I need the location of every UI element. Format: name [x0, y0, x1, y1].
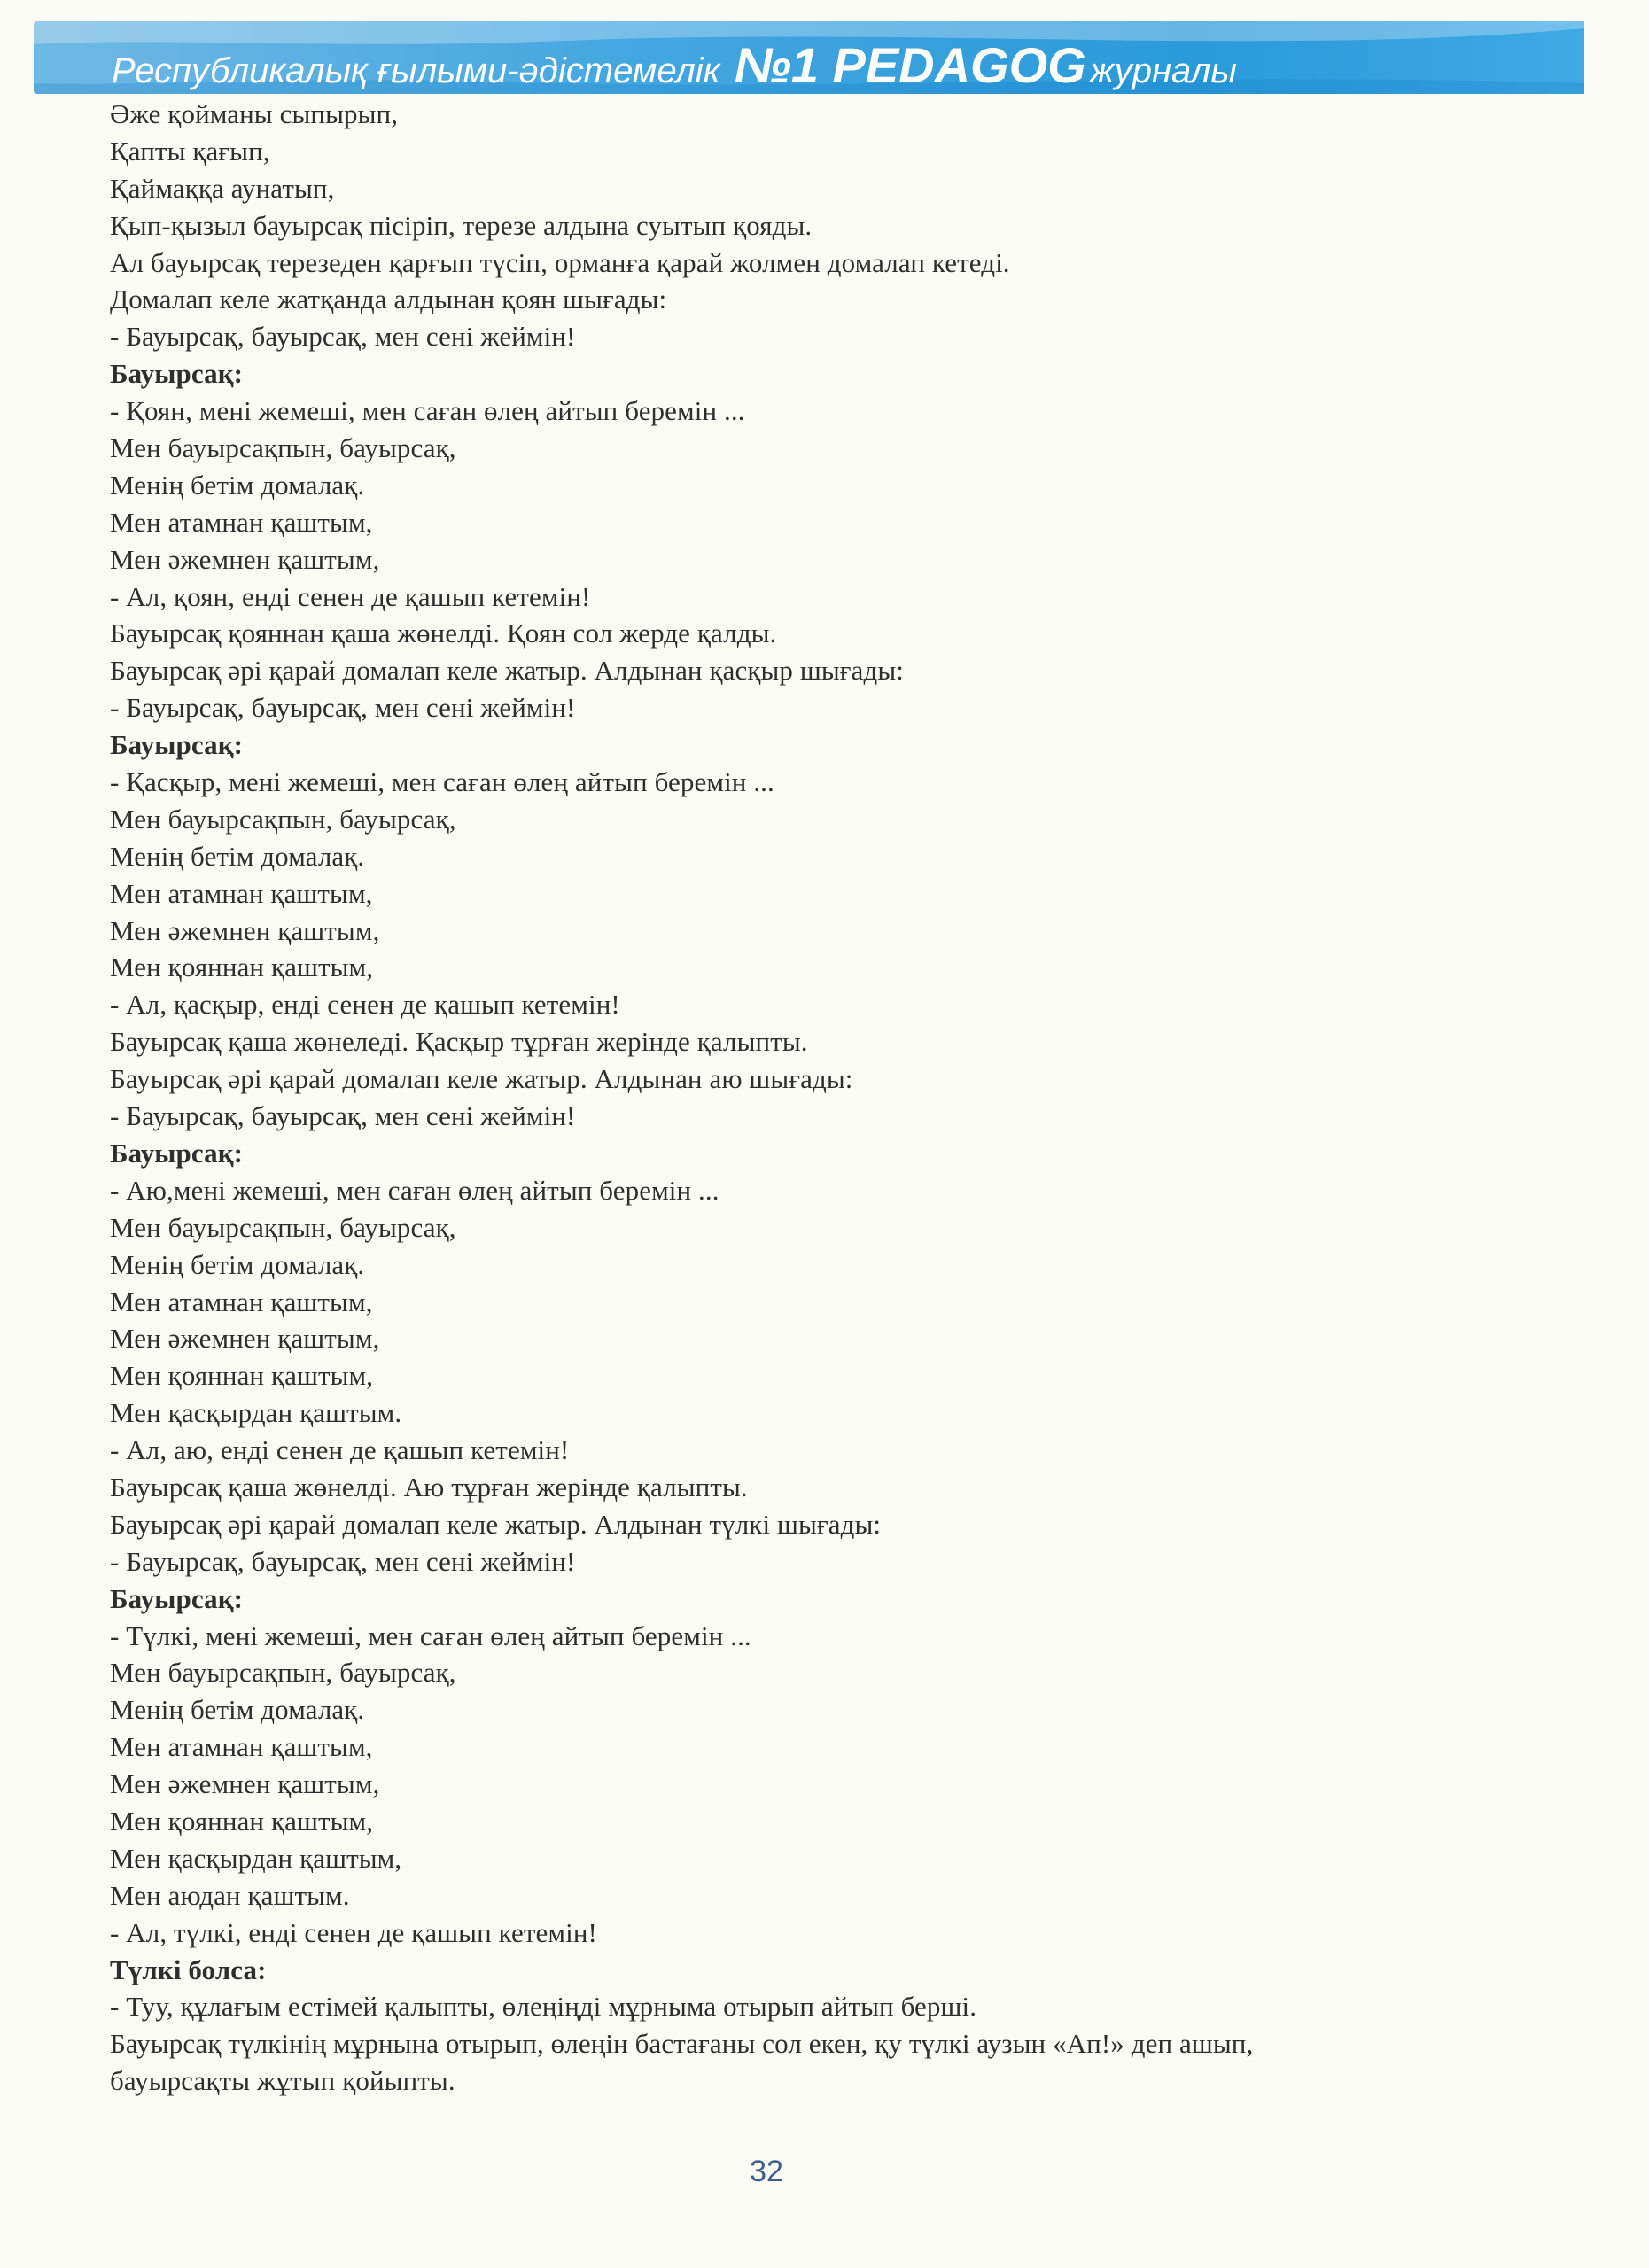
text-line: Мен атамнан қаштым, — [110, 1285, 373, 1317]
journal-name: №1 PEDAGOG — [734, 37, 1086, 93]
speaker-label: Бауырсақ: — [110, 729, 244, 761]
text-line: - Ал, аю, енді сенен де қашып кетемін! — [110, 1434, 570, 1466]
text-line: Мен қояннан қаштым, — [110, 1360, 374, 1392]
text-line: - Бауырсақ, бауырсақ, мен сені жеймін! — [110, 692, 576, 724]
text-line: Мен бауырсақпын, бауырсақ, — [110, 1657, 456, 1689]
text-line: - Қасқыр, мені жемеші, мен саған өлең айтып беремін ... — [110, 766, 774, 798]
speaker-label: Бауырсақ: — [110, 1137, 244, 1169]
speaker-label: Бауырсақ: — [110, 1582, 244, 1614]
text-line: Бауырсақ қаша жөнелді. Аю тұрған жерінде қалыпты. — [110, 1471, 748, 1503]
text-line: Ал бауырсақ терезеден қарғып түсіп, орманға қарай жолмен домалап кетеді. — [110, 246, 1010, 278]
text-line: - Бауырсақ, бауырсақ, мен сені жеймін! — [110, 1545, 576, 1577]
text-line: Мен әжемнен қаштым, — [110, 543, 380, 575]
text-line: Қаймаққа аунатып, — [110, 172, 335, 204]
text-line: Мен қасқырдан қаштым, — [110, 1842, 402, 1874]
speaker-label: Түлкі болса: — [110, 1953, 267, 1985]
text-line: Мен әжемнен қаштым, — [110, 914, 380, 946]
text-line: Бауырсақ әрі қарай домалап келе жатыр. Алдынан аю шығады: — [110, 1063, 853, 1095]
text-line: - Түлкі, мені жемеші, мен саған өлең айтып беремін ... — [110, 1619, 751, 1651]
text-line: Мен бауырсақпын, бауырсақ, — [110, 432, 456, 464]
text-line: Мен әжемнен қаштым, — [110, 1323, 380, 1355]
text-line: - Аю,мені жемеші, мен саған өлең айтып беремін ... — [110, 1174, 719, 1206]
text-line: Мен бауырсақпын, бауырсақ, — [110, 803, 456, 835]
journal-header-banner — [34, 21, 1584, 94]
text-line: - Бауырсақ, бауырсақ, мен сені жеймін! — [110, 321, 576, 353]
text-line: Менің бетім домалақ. — [110, 1694, 365, 1726]
text-line: - Туу, құлағым естімей қалыпты, өлеңіңді мұрныма отырып айтып берші. — [110, 1991, 977, 2023]
story-text — [110, 96, 1492, 2100]
text-line: бауырсақты жұтып қойыпты. — [110, 2065, 455, 2097]
journal-tail-text: журналы — [1089, 51, 1237, 90]
journal-lead-text: Республикалық ғылыми-әдістемелік — [112, 51, 720, 90]
text-line: - Ал, қасқыр, енді сенен де қашып кетемін! — [110, 989, 620, 1021]
text-line: Әже қойманы сыпырып, — [110, 98, 399, 129]
journal-title — [112, 37, 1237, 93]
text-line: Мен атамнан қаштым, — [110, 877, 373, 909]
text-line: Менің бетім домалақ. — [110, 469, 365, 501]
text-line: - Ал, қоян, енді сенен де қашып кетемін! — [110, 580, 591, 612]
page-number: 32 — [750, 2155, 783, 2188]
text-line: Мен аюдан қаштым. — [110, 1879, 350, 1911]
text-line: - Бауырсақ, бауырсақ, мен сені жеймін! — [110, 1100, 576, 1132]
text-line: Мен әжемнен қаштым, — [110, 1768, 380, 1800]
text-line: Бауырсақ қояннан қаша жөнелді. Қоян сол жерде қалды. — [110, 617, 777, 649]
text-line: Мен қояннан қаштым, — [110, 951, 374, 983]
text-line: Менің бетім домалақ. — [110, 1248, 365, 1280]
text-line: Бауырсақ әрі қарай домалап келе жатыр. Алдынан түлкі шығады: — [110, 1508, 882, 1540]
text-line: Мен қасқырдан қаштым. — [110, 1397, 402, 1429]
text-line: Менің бетім домалақ. — [110, 840, 365, 872]
text-line: Мен бауырсақпын, бауырсақ, — [110, 1211, 456, 1243]
text-line: Мен қояннан қаштым, — [110, 1805, 374, 1837]
text-line: - Қоян, мені жемеші, мен саған өлең айтып беремін ... — [110, 395, 745, 427]
text-line: Бауырсақ түлкінің мұрнына отырып, өлеңін бастағаны сол екен, қу түлкі аузын «Ап!» деп ашып, — [110, 2028, 1254, 2060]
text-line: Мен атамнан қаштым, — [110, 1731, 373, 1763]
text-line: Домалап келе жатқанда алдынан қоян шығады: — [110, 284, 667, 315]
text-line: Бауырсақ әрі қарай домалап келе жатыр. Алдынан қасқыр шығады: — [110, 655, 904, 687]
text-line: Қып-қызыл бауырсақ пісіріп, терезе алдына суытып қояды. — [110, 209, 813, 241]
text-line: Мен атамнан қаштым, — [110, 506, 373, 538]
text-line: - Ал, түлкі, енді сенен де қашып кетемін! — [110, 1916, 597, 1948]
speaker-label: Бауырсақ: — [110, 358, 244, 390]
text-line: Бауырсақ қаша жөнеледі. Қасқыр тұрған жерінде қалыпты. — [110, 1026, 808, 1058]
text-line: Қапты қағып, — [110, 135, 270, 167]
